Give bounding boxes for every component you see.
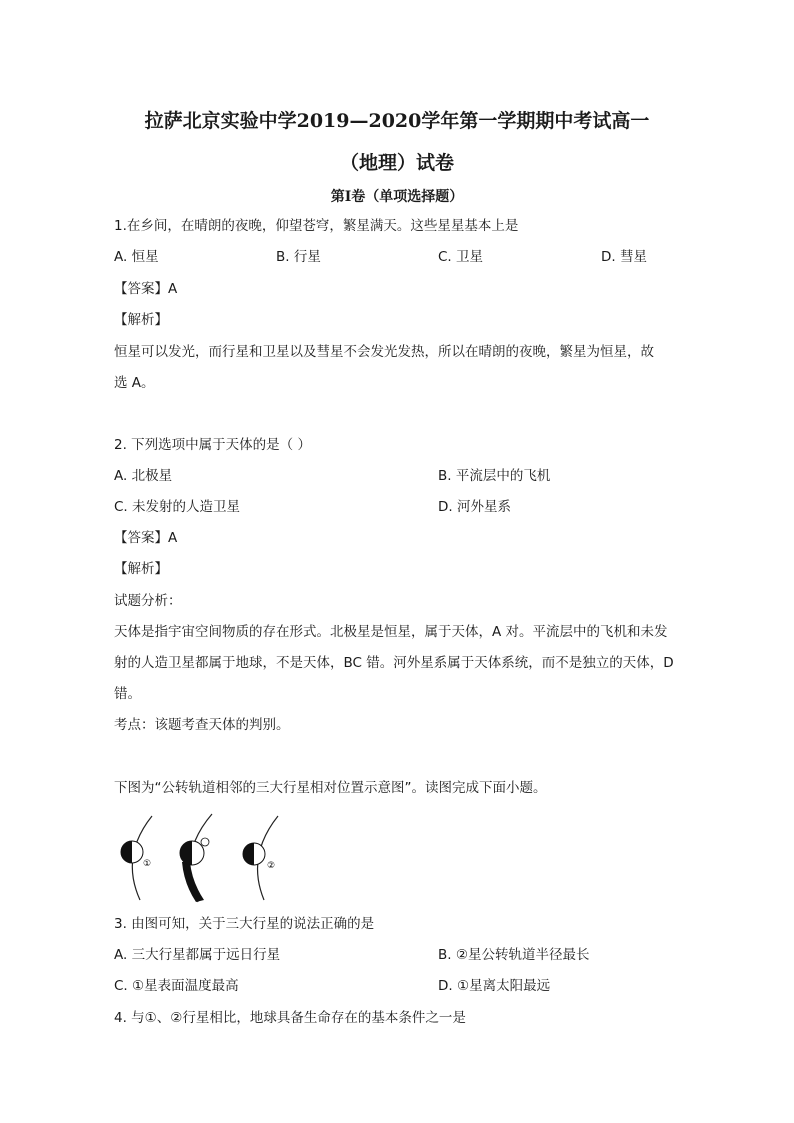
q2-analysis-line3: 错。 bbox=[114, 686, 141, 702]
q1-analysis-line1: 恒星可以发光，而行星和卫星以及彗星不会发光发热，所以在晴朗的夜晚，繁星为恒星，故 bbox=[114, 344, 654, 360]
q2-option-c: C. 未发射的人造卫星 bbox=[114, 499, 241, 515]
q1-analysis-line2: 选 A。 bbox=[114, 375, 155, 391]
q2-analysis-label: 【解析】 bbox=[114, 561, 168, 577]
q1-stem: 1.在乡间，在晴朗的夜晚，仰望苍穹，繁星满天。这些星星基本上是 bbox=[114, 218, 519, 234]
q4-stem: 4. 与①、②行星相比，地球具备生命存在的基本条件之一是 bbox=[114, 1010, 466, 1026]
q1-analysis-label: 【解析】 bbox=[114, 312, 168, 328]
label-planet-1: ① bbox=[143, 859, 152, 869]
q2-analysis-line2: 射的人造卫星都属于地球，不是天体，BC 错。河外星系属于天体系统，而不是独立的天体，D bbox=[114, 655, 674, 671]
q1-option-a: A. 恒星 bbox=[114, 249, 159, 265]
planet-2-shadow bbox=[243, 843, 254, 865]
section-heading: 第Ⅰ卷（单项选择题） bbox=[330, 189, 464, 205]
label-planet-2: ② bbox=[267, 861, 276, 871]
q2-analysis-line4: 考点：该题考查天体的判别。 bbox=[114, 717, 290, 733]
planet-earth-shadow bbox=[180, 841, 192, 865]
q1-option-d: D. 彗星 bbox=[601, 249, 647, 265]
q2-option-b: B. 平流层中的飞机 bbox=[438, 468, 551, 484]
exam-title-line1: 拉萨北京实验中学2019—2020学年第一学期期中考试高一 bbox=[144, 110, 650, 132]
figure-intro: 下图为“公转轨道相邻的三大行星相对位置示意图”。读图完成下面小题。 bbox=[114, 780, 547, 796]
q2-analysis-line1: 天体是指宇宙空间物质的存在形式。北极星是恒星，属于天体，A 对。平流层中的飞机和未发 bbox=[114, 624, 668, 640]
q2-answer: 【答案】A bbox=[114, 530, 178, 546]
planet-orbit-diagram bbox=[112, 812, 312, 904]
q2-option-d: D. 河外星系 bbox=[438, 499, 511, 515]
q2-option-a: A. 北极星 bbox=[114, 468, 173, 484]
q3-option-d: D. ①星离太阳最远 bbox=[438, 978, 551, 994]
q3-option-c: C. ①星表面温度最高 bbox=[114, 978, 239, 994]
q1-option-c: C. 卫星 bbox=[438, 249, 484, 265]
q3-option-a: A. 三大行星都属于远日行星 bbox=[114, 947, 281, 963]
q1-option-b: B. 行星 bbox=[276, 249, 321, 265]
exam-title-line2: （地理）试卷 bbox=[339, 152, 454, 174]
moon bbox=[201, 838, 209, 846]
q2-stem: 2. 下列选项中属于天体的是（ ） bbox=[114, 437, 311, 453]
earth-orbit-band bbox=[182, 862, 204, 902]
q3-option-b: B. ②星公转轨道半径最长 bbox=[438, 947, 590, 963]
q3-stem: 3. 由图可知，关于三大行星的说法正确的是 bbox=[114, 916, 375, 932]
planet-1-shadow bbox=[121, 841, 132, 863]
q2-analysis-line0: 试题分析： bbox=[114, 593, 182, 609]
q1-answer: 【答案】A bbox=[114, 281, 178, 297]
